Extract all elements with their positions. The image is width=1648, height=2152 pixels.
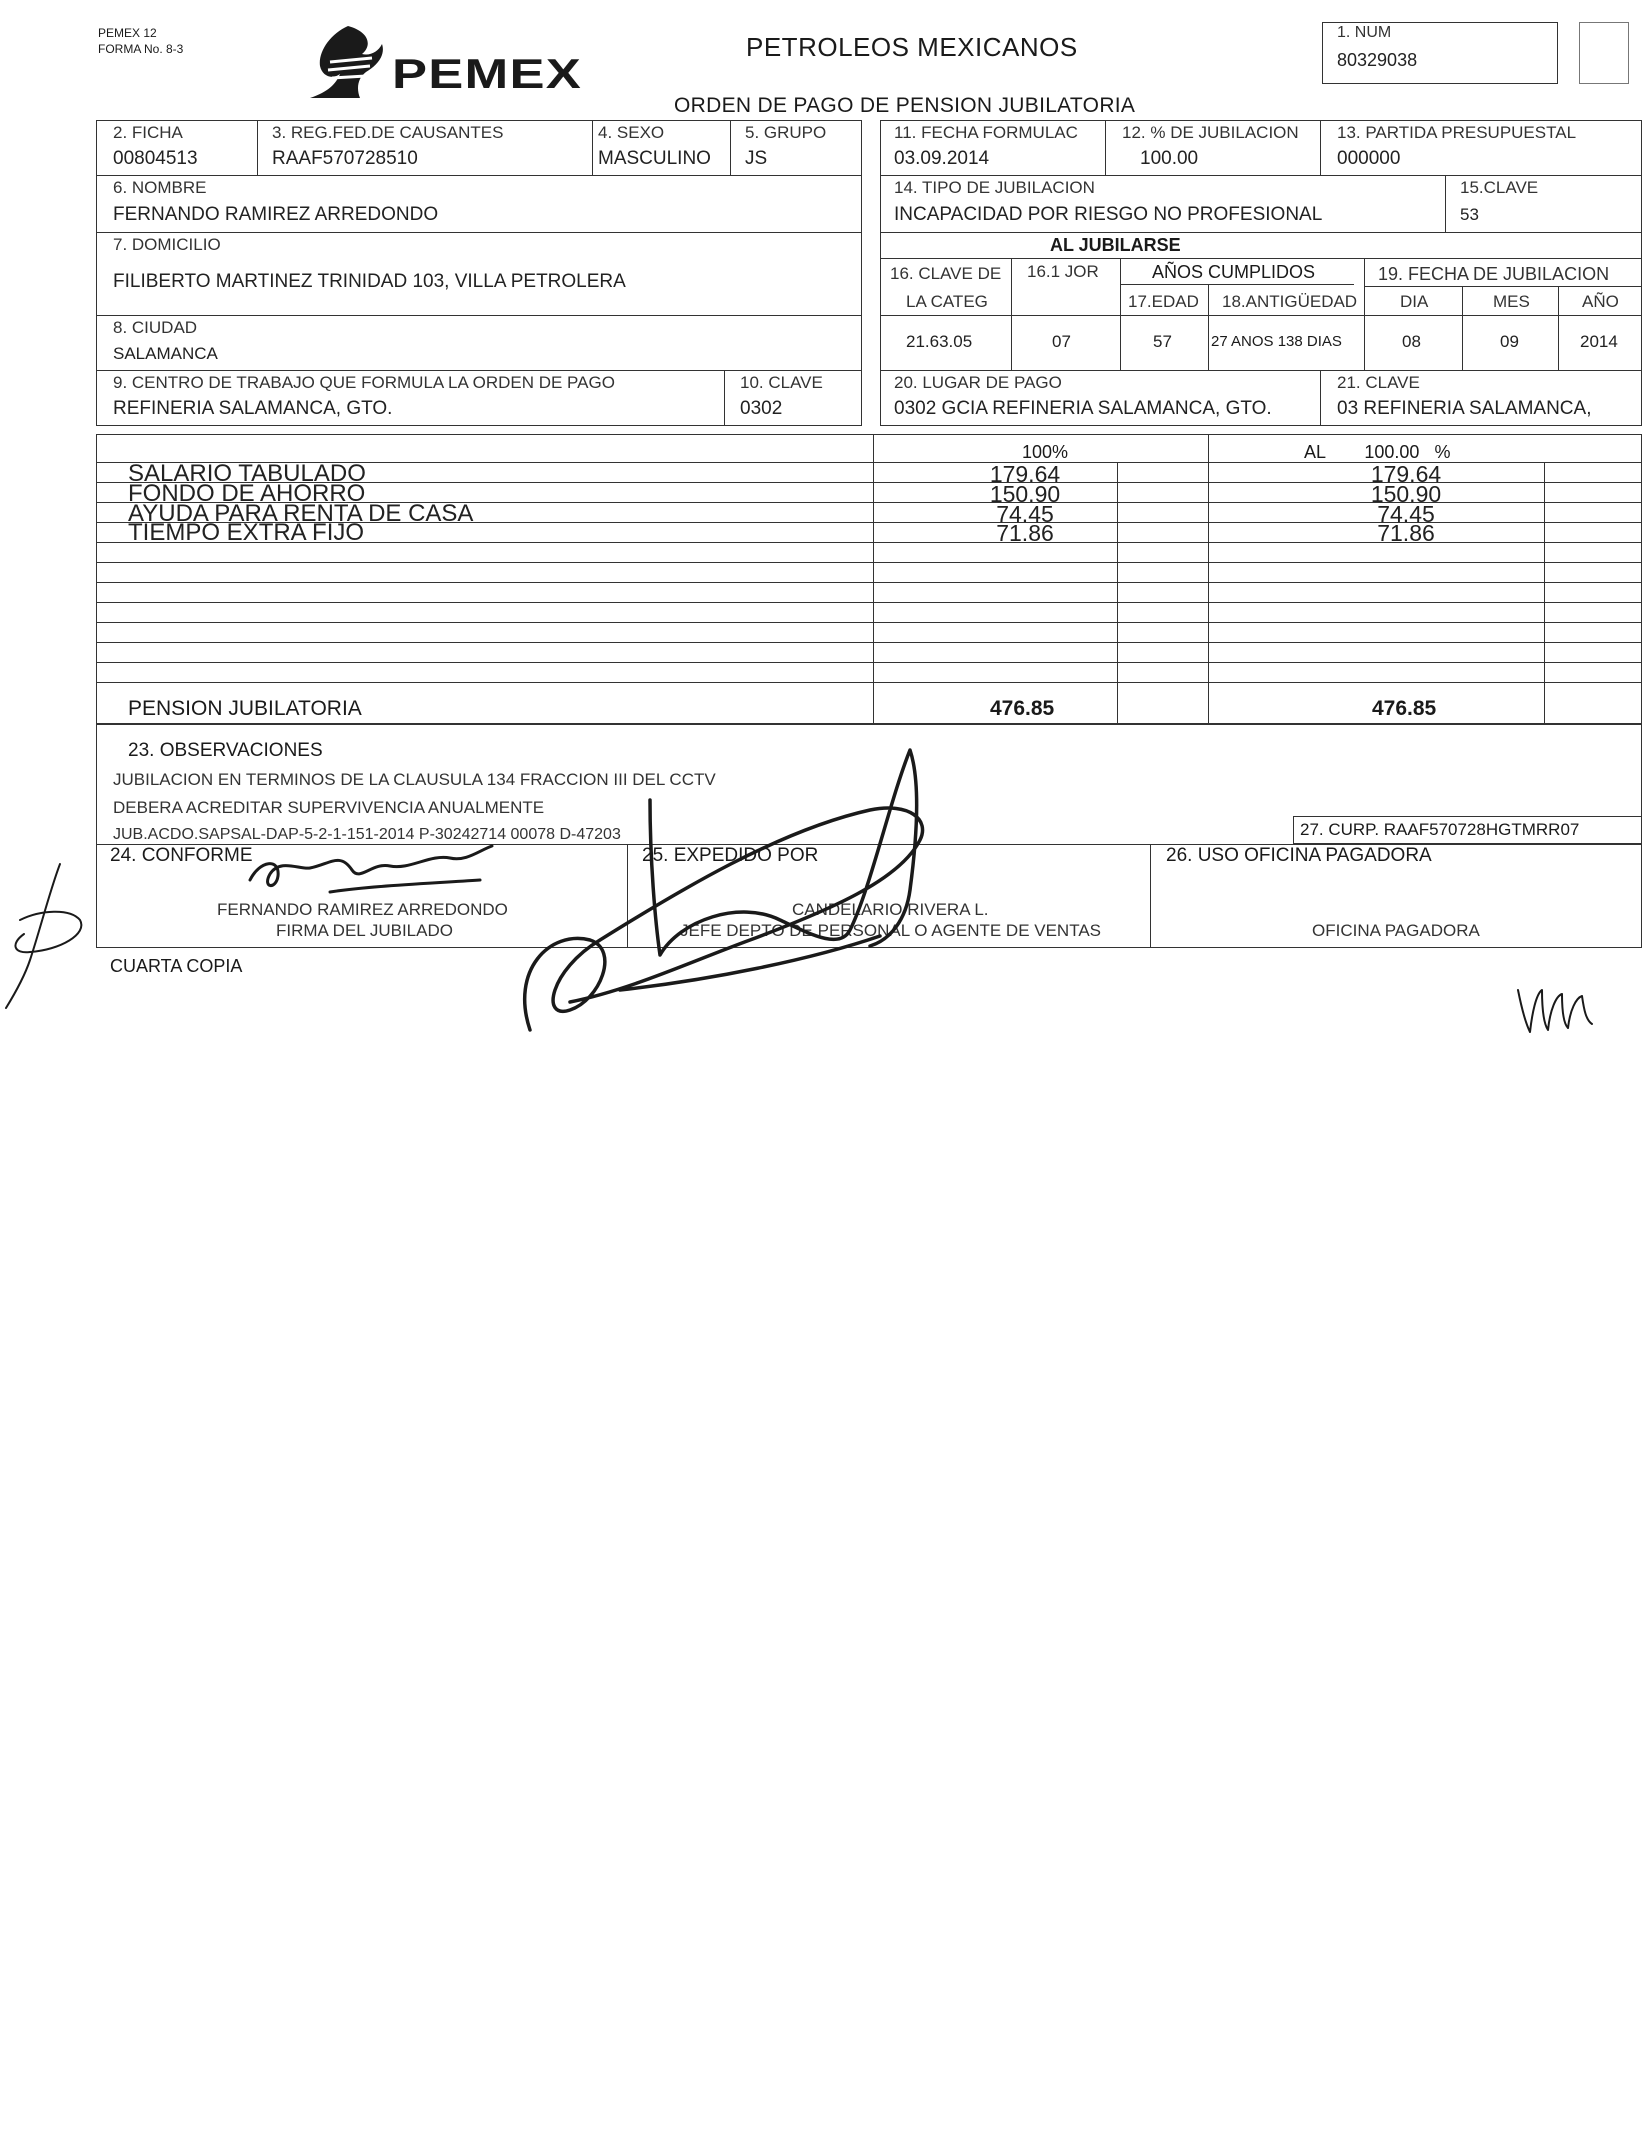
total-amount-al: 476.85	[1372, 697, 1437, 720]
ficha-label: 2. FICHA	[113, 123, 183, 142]
divider	[96, 622, 1642, 623]
total-label: PENSION JUBILATORIA	[128, 697, 362, 720]
curp-value: 27. CURP. RAAF570728HGTMRR07	[1300, 820, 1580, 839]
col2-value: 100.00	[1364, 442, 1420, 462]
edad-label: 17.EDAD	[1128, 292, 1199, 311]
partida-value: 000000	[1337, 148, 1401, 169]
divider	[1364, 258, 1365, 370]
domicilio-label: 7. DOMICILIO	[113, 235, 221, 254]
payment-amount-al: 74.45	[1377, 501, 1435, 527]
jor-label: 16.1 JOR	[1027, 262, 1099, 281]
clave-categ-value: 21.63.05	[906, 332, 973, 351]
payment-amount-al: 179.64	[1370, 461, 1442, 487]
divider	[873, 434, 874, 724]
total-amount-100: 476.85	[990, 697, 1055, 720]
dia-label: DIA	[1400, 292, 1429, 311]
corner-box	[1579, 22, 1629, 84]
num-value: 80329038	[1337, 50, 1418, 70]
sexo-label: 4. SEXO	[598, 123, 665, 142]
observaciones-label: 23. OBSERVACIONES	[128, 740, 323, 761]
divider	[1462, 286, 1463, 370]
clave10-label: 10. CLAVE	[740, 373, 823, 392]
nombre-value: FERNANDO RAMIREZ ARREDONDO	[113, 204, 439, 225]
divider	[1558, 286, 1559, 370]
sexo-value: MASCULINO	[598, 148, 711, 169]
clave15-value: 53	[1460, 205, 1479, 224]
divider	[96, 642, 1642, 643]
observaciones-line-1: JUBILACION EN TERMINOS DE LA CLAUSULA 134 FRACCION III DEL CCTV	[113, 770, 716, 789]
payment-amount-100: 179.64	[989, 461, 1061, 487]
mes-label: MES	[1493, 292, 1530, 311]
fecha-jubilacion-label: 19. FECHA DE JUBILACION	[1378, 264, 1610, 284]
divider	[1105, 120, 1106, 175]
observaciones-line-2: DEBERA ACREDITAR SUPERVIVENCIA ANUALMENTE	[113, 798, 545, 817]
form-code: PEMEX 12	[98, 26, 157, 40]
pemex-eagle-icon	[300, 22, 400, 102]
column-header-al	[1304, 442, 1450, 463]
divider	[257, 120, 258, 175]
col2-prefix: AL	[1304, 442, 1326, 462]
grupo-label: 5. GRUPO	[745, 123, 827, 142]
clave-categ-label: 16. CLAVE DE	[890, 264, 1002, 283]
page-title: ORDEN DE PAGO DE PENSION JUBILATORIA	[674, 94, 1136, 117]
clave15-label: 15.CLAVE	[1460, 178, 1539, 197]
divider	[592, 120, 593, 175]
centro-label: 9. CENTRO DE TRABAJO QUE FORMULA LA ORDEN DE PAGO	[113, 373, 615, 392]
payment-concept: TIEMPO EXTRA FIJO	[128, 519, 365, 546]
conforme-role: FIRMA DEL JUBILADO	[276, 921, 453, 940]
large-signature-icon	[450, 740, 1070, 1060]
clave10-value: 0302	[740, 398, 783, 419]
divider	[1320, 370, 1321, 426]
num-label: 1. NUM	[1337, 24, 1392, 41]
divider	[1120, 284, 1354, 285]
dia-value: 08	[1402, 332, 1421, 351]
lugar-pago-label: 20. LUGAR DE PAGO	[894, 373, 1062, 392]
column-header-pct: 100%	[1022, 442, 1069, 462]
payment-concept: SALARIO TABULADO	[128, 460, 366, 487]
tipo-value: INCAPACIDAD POR RIESGO NO PROFESIONAL	[894, 204, 1323, 225]
divider	[96, 370, 862, 371]
divider	[880, 232, 1642, 233]
anos-cumplidos-heading: AÑOS CUMPLIDOS	[1152, 262, 1316, 282]
tipo-label: 14. TIPO DE JUBILACION	[894, 178, 1095, 197]
partida-label: 13. PARTIDA PRESUPUESTAL	[1337, 123, 1577, 142]
copy-label: CUARTA COPIA	[110, 956, 243, 976]
observaciones-line-3: JUB.ACDO.SAPSAL-DAP-5-2-1-151-2014 P-30242714 00078 D-47203	[113, 826, 621, 843]
expedido-name: CANDELARIO RIVERA L.	[792, 900, 989, 919]
clave21-value: 03 REFINERIA SALAMANCA,	[1337, 398, 1592, 419]
nombre-label: 6. NOMBRE	[113, 178, 207, 197]
divider	[96, 315, 862, 316]
divider	[1150, 844, 1151, 948]
antiguedad-value: 27 ANOS 138 DIAS	[1211, 333, 1342, 350]
clave21-label: 21. CLAVE	[1337, 373, 1420, 392]
form-number: FORMA No. 8-3	[98, 42, 184, 56]
divider	[1445, 175, 1446, 232]
antiguedad-label: 18.ANTIGÜEDAD	[1222, 292, 1358, 311]
divider	[96, 662, 1642, 663]
divider	[96, 562, 1642, 563]
col2-suffix: %	[1434, 442, 1451, 462]
divider	[880, 175, 1642, 176]
divider	[1208, 434, 1209, 724]
payment-amount-100: 71.86	[996, 520, 1054, 546]
divider	[730, 120, 731, 175]
pct-jubilacion-label: 12. % DE JUBILACION	[1122, 123, 1299, 142]
lugar-pago-value: 0302 GCIA REFINERIA SALAMANCA, GTO.	[894, 398, 1272, 419]
divider	[1320, 120, 1321, 175]
payment-amount-100: 74.45	[996, 501, 1054, 527]
payment-amount-al: 71.86	[1377, 520, 1435, 546]
divider	[96, 682, 1642, 683]
divider	[96, 582, 1642, 583]
al-jubilarse-heading: AL JUBILARSE	[1050, 235, 1181, 255]
domicilio-value: FILIBERTO MARTINEZ TRINIDAD 103, VILLA PETROLERA	[113, 271, 626, 292]
divider	[96, 602, 1642, 603]
grupo-value: JS	[745, 148, 768, 169]
divider	[724, 370, 725, 426]
payment-concept: AYUDA PARA RENTA DE CASA	[128, 500, 474, 527]
divider	[1208, 284, 1209, 370]
expedido-role: JEFE DEPTO DE PERSONAL O AGENTE DE VENTAS	[680, 921, 1102, 940]
company-name: PETROLEOS MEXICANOS	[746, 32, 1078, 62]
expedido-label: 25. EXPEDIDO POR	[642, 845, 819, 866]
mes-value: 09	[1500, 332, 1519, 351]
ano-label: AÑO	[1582, 292, 1619, 311]
conforme-label: 24. CONFORME	[110, 845, 253, 866]
pemex-wordmark: PEMEX	[392, 50, 583, 97]
divider	[880, 258, 1642, 259]
payment-amount-al: 150.90	[1370, 481, 1442, 507]
fecha-formulac-label: 11. FECHA FORMULAC	[894, 123, 1078, 142]
jor-value: 07	[1052, 332, 1071, 351]
pemex-logo	[300, 22, 590, 102]
divider	[1364, 286, 1642, 287]
centro-value: REFINERIA SALAMANCA, GTO.	[113, 398, 393, 419]
ciudad-label: 8. CIUDAD	[113, 318, 198, 337]
payment-amount-100: 150.90	[989, 481, 1061, 507]
divider	[880, 315, 1642, 316]
pct-jubilacion-value: 100.00	[1140, 148, 1199, 169]
divider	[1011, 258, 1012, 370]
uso-oficina-label: 26. USO OFICINA PAGADORA	[1166, 845, 1432, 866]
rfc-value: RAAF570728510	[272, 148, 418, 169]
ficha-value: 00804513	[113, 148, 198, 169]
ano-value: 2014	[1580, 332, 1618, 351]
payment-concept: FONDO DE AHORRO	[128, 480, 366, 507]
initials-mark-icon	[1512, 980, 1602, 1040]
fecha-formulac-value: 03.09.2014	[894, 148, 990, 169]
divider	[96, 175, 862, 176]
conforme-name: FERNANDO RAMIREZ ARREDONDO	[217, 900, 508, 919]
divider	[880, 370, 1642, 371]
edad-value: 57	[1153, 332, 1172, 351]
divider	[1120, 258, 1121, 370]
margin-signature-icon	[0, 860, 100, 1010]
rfc-label: 3. REG.FED.DE CAUSANTES	[272, 123, 504, 142]
uso-oficina-role: OFICINA PAGADORA	[1312, 921, 1480, 940]
ciudad-value: SALAMANCA	[113, 344, 218, 363]
divider	[96, 232, 862, 233]
clave-categ-label-2: LA CATEG	[906, 292, 988, 311]
